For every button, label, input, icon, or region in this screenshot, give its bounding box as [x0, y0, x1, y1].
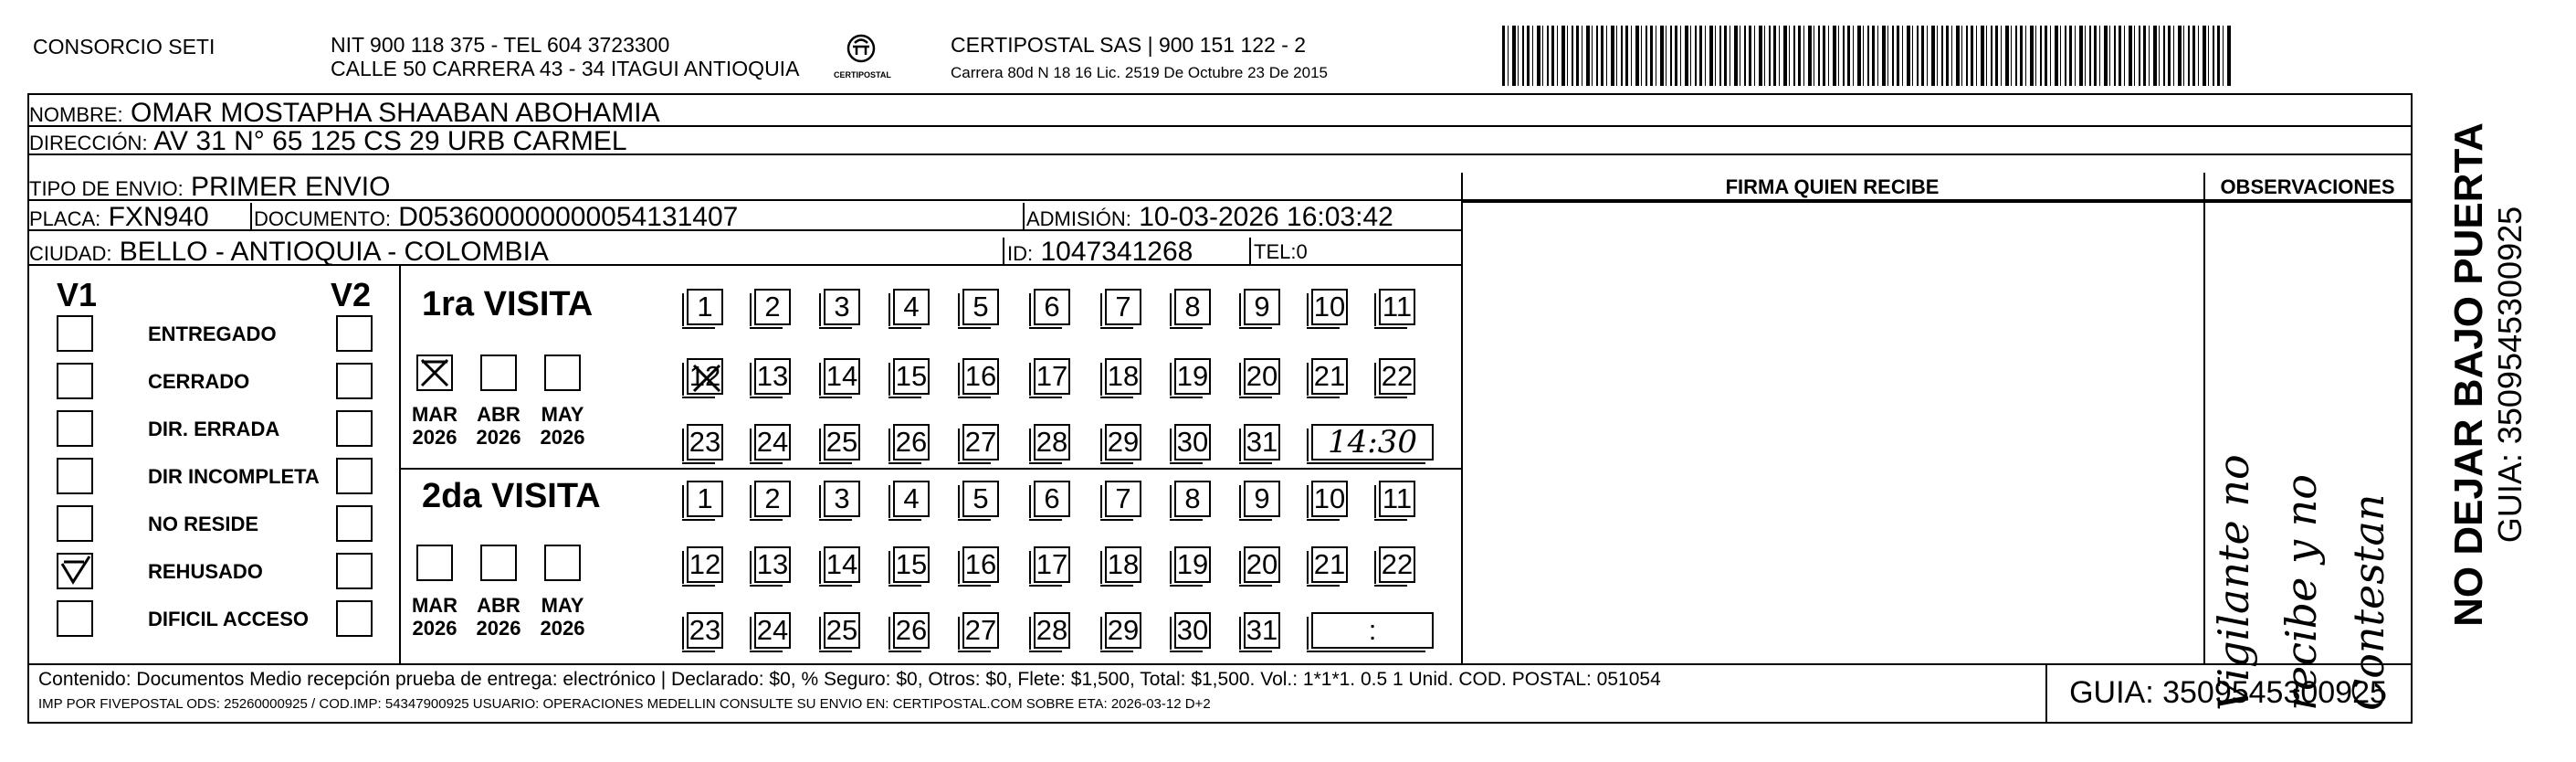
- day-box[interactable]: 6: [1034, 289, 1070, 325]
- note-line-2: recibe y no: [2276, 474, 2326, 711]
- v2-checkbox[interactable]: [336, 553, 373, 589]
- day-box[interactable]: 16: [962, 358, 999, 395]
- day-box[interactable]: 31: [1244, 424, 1280, 460]
- v1-checkbox[interactable]: [57, 363, 93, 399]
- v2-checkbox[interactable]: [336, 505, 373, 542]
- day-box[interactable]: 3: [824, 481, 860, 517]
- day-box[interactable]: 2: [754, 481, 791, 517]
- day-box[interactable]: 22: [1379, 358, 1415, 395]
- status-label: ENTREGADO: [148, 323, 277, 345]
- month-checkbox[interactable]: [544, 545, 581, 581]
- certipostal-logo: [834, 33, 891, 86]
- day-box[interactable]: 10: [1311, 481, 1348, 517]
- day-box[interactable]: 6: [1034, 481, 1070, 517]
- signature-area[interactable]: [1463, 203, 2203, 663]
- divider: [1003, 238, 1004, 265]
- day-box[interactable]: 17: [1034, 358, 1070, 395]
- status-divider: [399, 266, 401, 664]
- day-box[interactable]: 10: [1311, 289, 1348, 325]
- tel-value: 0: [1296, 240, 1308, 263]
- day-box[interactable]: 4: [893, 289, 930, 325]
- day-box[interactable]: 30: [1174, 424, 1211, 460]
- no-dejar-warning: NO DEJAR BAJO PUERTA: [2446, 122, 2491, 627]
- month-year: 2026: [540, 426, 585, 449]
- day-box[interactable]: 11: [1379, 481, 1415, 517]
- doc-cell: DOCUMENTO: D053600000000054131407: [254, 202, 739, 232]
- cross-mark-icon: [689, 360, 725, 397]
- day-box[interactable]: 26: [893, 424, 930, 460]
- logo-emblem-icon: [846, 33, 877, 64]
- month-label: MAR: [411, 403, 458, 426]
- v1-checkbox[interactable]: [57, 315, 93, 352]
- status-label: CERRADO: [148, 370, 250, 393]
- day-box[interactable]: 14: [824, 358, 860, 395]
- day-box[interactable]: 26: [893, 612, 930, 649]
- logo-text: CERTIPOSTAL: [834, 70, 891, 79]
- check-mark-icon: [58, 555, 91, 587]
- day-box[interactable]: 17: [1034, 546, 1070, 583]
- v2-checkbox[interactable]: [336, 363, 373, 399]
- month-checkbox[interactable]: [416, 545, 453, 581]
- v1-checkbox[interactable]: [57, 410, 93, 447]
- month-checkbox[interactable]: [480, 355, 517, 391]
- day-box[interactable]: 20: [1244, 546, 1280, 583]
- admission-cell: ADMISIÓN: 10-03-2026 16:03:42: [1026, 202, 1393, 232]
- day-box[interactable]: 23: [687, 424, 723, 460]
- note-line-3: Contestan: [2344, 493, 2393, 711]
- tel-cell: TEL:0: [1254, 240, 1308, 263]
- recipient-address: AV 31 N° 65 125 CS 29 URB CARMEL: [153, 126, 627, 156]
- day-box[interactable]: 8: [1174, 289, 1211, 325]
- content-line: Contenido: Documentos Medio recepción prueba de entrega: electrónico | Declarado: $0, % Seguro: $0, Otros: $0, Flete: $1,500, Total: $1,500. Vol.: 1*1*1. 0.5 1 Unid. COD. POSTAL: 051054: [38, 669, 1661, 690]
- day-box[interactable]: 15: [893, 546, 930, 583]
- day-box[interactable]: 28: [1034, 612, 1070, 649]
- day-box[interactable]: 3: [824, 289, 860, 325]
- day-box[interactable]: 21: [1311, 546, 1348, 583]
- admission-value: 10-03-2026 16:03:42: [1139, 202, 1393, 232]
- day-box[interactable]: 30: [1174, 612, 1211, 649]
- company-name: CONSORCIO SETI: [33, 35, 216, 58]
- day-box[interactable]: 13: [754, 358, 791, 395]
- day-box[interactable]: 28: [1034, 424, 1070, 460]
- type-row: TIPO DE ENVIO: PRIMER ENVIO: [29, 173, 2413, 201]
- day-box[interactable]: 13: [754, 546, 791, 583]
- day-box[interactable]: 25: [824, 612, 860, 649]
- v1-checkbox[interactable]: [57, 600, 93, 637]
- month-checkbox[interactable]: [544, 355, 581, 391]
- month-label: ABR: [477, 403, 520, 426]
- day-box[interactable]: 19: [1174, 546, 1211, 583]
- id-cell: ID: 1047341268: [1007, 237, 1193, 267]
- day-box[interactable]: 4: [893, 481, 930, 517]
- company-address: CALLE 50 CARRERA 43 - 34 ITAGUI ANTIOQUIA: [331, 57, 800, 80]
- month-label: MAY: [541, 403, 584, 426]
- observations-header: OBSERVACIONES: [2220, 175, 2395, 198]
- day-box[interactable]: 29: [1105, 424, 1141, 460]
- month-year: 2026: [476, 617, 521, 640]
- shipment-type: PRIMER ENVIO: [191, 172, 391, 202]
- month-checkbox[interactable]: [416, 355, 453, 391]
- day-box[interactable]: 29: [1105, 612, 1141, 649]
- divider: [250, 203, 252, 230]
- recipient-name: OMAR MOSTAPHA SHAABAN ABOHAMIA: [131, 98, 660, 128]
- v1-label: V1: [57, 276, 98, 313]
- day-box[interactable]: 2: [754, 289, 791, 325]
- day-box[interactable]: 15: [893, 358, 930, 395]
- signature-header: FIRMA QUIEN RECIBE: [1725, 175, 1940, 198]
- day-box[interactable]: 1: [687, 289, 723, 325]
- day-box[interactable]: 27: [962, 612, 999, 649]
- month-label: ABR: [477, 594, 520, 617]
- day-box[interactable]: 7: [1105, 289, 1141, 325]
- license-line: Carrera 80d N 18 16 Lic. 2519 De Octubre 23 De 2015: [951, 64, 1328, 81]
- plate-value: FXN940: [108, 202, 209, 232]
- visit2-title: 2da VISITA: [422, 477, 601, 515]
- city-value: BELLO - ANTIOQUIA - COLOMBIA: [119, 237, 549, 267]
- day-box[interactable]: 18: [1105, 546, 1141, 583]
- v1-checkbox[interactable]: [57, 505, 93, 542]
- v1-checkbox[interactable]: [57, 458, 93, 494]
- barcode: [1502, 26, 2233, 86]
- month-year: 2026: [412, 426, 457, 449]
- v2-checkbox[interactable]: [336, 458, 373, 494]
- v2-checkbox[interactable]: [336, 600, 373, 637]
- day-box[interactable]: 18: [1105, 358, 1141, 395]
- document-value: D053600000000054131407: [398, 202, 739, 232]
- name-row: NOMBRE: OMAR MOSTAPHA SHAABAN ABOHAMIA: [29, 99, 2413, 127]
- month-label: MAR: [411, 594, 458, 617]
- day-box[interactable]: 5: [962, 481, 999, 517]
- footer-guia: GUIA: 3509545300925: [2069, 675, 2387, 710]
- status-label: DIR INCOMPLETA: [148, 465, 320, 488]
- visit1-title: 1ra VISITA: [422, 285, 594, 323]
- address-row: DIRECCIÓN: AV 31 N° 65 125 CS 29 URB CARMEL: [29, 127, 2413, 155]
- divider: [1249, 238, 1251, 265]
- status-label: NO RESIDE: [148, 513, 259, 535]
- status-label: DIFICIL ACCESO: [148, 608, 310, 630]
- time-box[interactable]: 14:30: [1311, 424, 1434, 460]
- cross-mark-icon: [418, 356, 451, 389]
- status-label: DIR. ERRADA: [148, 418, 280, 440]
- v2-checkbox[interactable]: [336, 315, 373, 352]
- day-box[interactable]: 9: [1244, 289, 1280, 325]
- plate-row: PLACA: FXN940: [29, 203, 1461, 231]
- day-box[interactable]: 5: [962, 289, 999, 325]
- status-label: REHUSADO: [148, 560, 263, 583]
- day-box[interactable]: 20: [1244, 358, 1280, 395]
- day-box[interactable]: 22: [1379, 546, 1415, 583]
- day-box[interactable]: 12: [687, 358, 723, 395]
- month-label: MAY: [541, 594, 584, 617]
- v2-label: V2: [331, 276, 372, 313]
- city-row: CIUDAD: BELLO - ANTIOQUIA - COLOMBIA: [29, 238, 1461, 266]
- day-box[interactable]: 24: [754, 612, 791, 649]
- day-box[interactable]: 1: [687, 481, 723, 517]
- day-box[interactable]: 19: [1174, 358, 1211, 395]
- day-box[interactable]: 14: [824, 546, 860, 583]
- visit-divider: [399, 468, 1461, 470]
- month-year: 2026: [540, 617, 585, 640]
- day-box[interactable]: 27: [962, 424, 999, 460]
- day-box[interactable]: 25: [824, 424, 860, 460]
- note-line-1: Vigilante no: [2209, 454, 2258, 711]
- day-box[interactable]: 23: [687, 612, 723, 649]
- carrier-line: CERTIPOSTAL SAS | 900 151 122 - 2: [951, 33, 1307, 57]
- day-box[interactable]: 9: [1244, 481, 1280, 517]
- v2-checkbox[interactable]: [336, 410, 373, 447]
- imp-line: IMP POR FIVEPOSTAL ODS: 25260000925 / COD.IMP: 54347900925 USUARIO: OPERACIONES MEDELLIN CONSULTE SU ENVIO EN: CERTIPOSTAL.COM SOBRE ETA: 2026-03-12 D+2: [38, 696, 1211, 712]
- day-box[interactable]: 16: [962, 546, 999, 583]
- day-box[interactable]: 12: [687, 546, 723, 583]
- month-year: 2026: [412, 617, 457, 640]
- day-box[interactable]: 7: [1105, 481, 1141, 517]
- day-box[interactable]: 8: [1174, 481, 1211, 517]
- day-box[interactable]: 21: [1311, 358, 1348, 395]
- v1-checkbox[interactable]: [57, 553, 93, 589]
- day-box[interactable]: 24: [754, 424, 791, 460]
- side-text: [2424, 110, 2552, 640]
- day-box[interactable]: 11: [1379, 289, 1415, 325]
- id-value: 1047341268: [1040, 237, 1193, 267]
- day-box[interactable]: 31: [1244, 612, 1280, 649]
- month-checkbox[interactable]: [480, 545, 517, 581]
- month-year: 2026: [476, 426, 521, 449]
- nit-line: NIT 900 118 375 - TEL 604 3723300: [331, 33, 670, 57]
- time-box[interactable]: :: [1311, 612, 1434, 649]
- side-guia: GUIA: 3509545300925: [2491, 206, 2529, 544]
- divider: [1023, 203, 1025, 230]
